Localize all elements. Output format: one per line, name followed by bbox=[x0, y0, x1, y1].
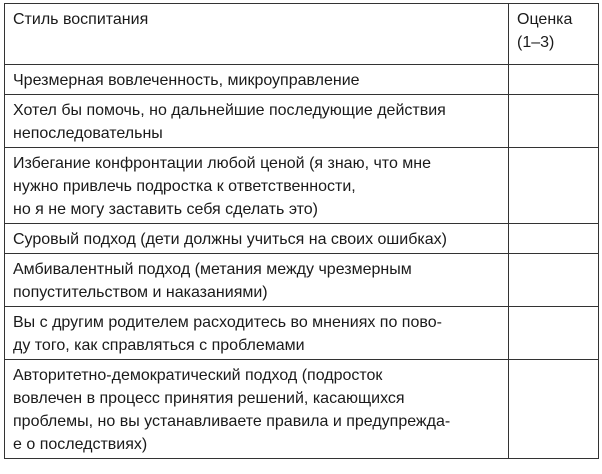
header-style-cell: Стиль воспитания bbox=[5, 4, 509, 65]
style-cell: Хотел бы помочь, но дальнейшие последующие действия непоследовательны bbox=[5, 95, 509, 148]
style-cell: Авторитетно-демократический подход (подросток вовлечен в процесс принятия решений, касающихся проблемы, но вы устанавливаете правила и предупрежда- е о последствиях) bbox=[5, 360, 509, 459]
style-cell: Амбивалентный подход (метания между чрезмерным попустительством и наказаниями) bbox=[5, 254, 509, 307]
table-row bbox=[5, 307, 599, 360]
score-input-cell[interactable] bbox=[509, 65, 599, 95]
table-row bbox=[5, 224, 599, 254]
score-input-cell[interactable] bbox=[509, 95, 599, 148]
score-input-cell[interactable] bbox=[509, 148, 599, 224]
score-input-cell[interactable] bbox=[509, 254, 599, 307]
score-input-cell[interactable] bbox=[509, 224, 599, 254]
score-input-cell[interactable] bbox=[509, 360, 599, 459]
table-row bbox=[5, 65, 599, 95]
table-row bbox=[5, 95, 599, 148]
parenting-style-rating-table bbox=[4, 3, 599, 459]
header-score-cell: Оценка (1–3) bbox=[509, 4, 599, 65]
style-cell: Чрезмерная вовлеченность, микроуправление bbox=[5, 65, 509, 95]
table-row bbox=[5, 360, 599, 459]
style-cell: Суровый подход (дети должны учиться на своих ошибках) bbox=[5, 224, 509, 254]
table-row bbox=[5, 254, 599, 307]
style-cell: Вы с другим родителем расходитесь во мнениях по пово- ду того, как справляться с проблемами bbox=[5, 307, 509, 360]
style-cell: Избегание конфронтации любой ценой (я знаю, что мне нужно привлечь подростка к ответственности, но я не могу заставить себя сделать это) bbox=[5, 148, 509, 224]
score-input-cell[interactable] bbox=[509, 307, 599, 360]
table-row bbox=[5, 148, 599, 224]
table-header-row bbox=[5, 4, 599, 65]
